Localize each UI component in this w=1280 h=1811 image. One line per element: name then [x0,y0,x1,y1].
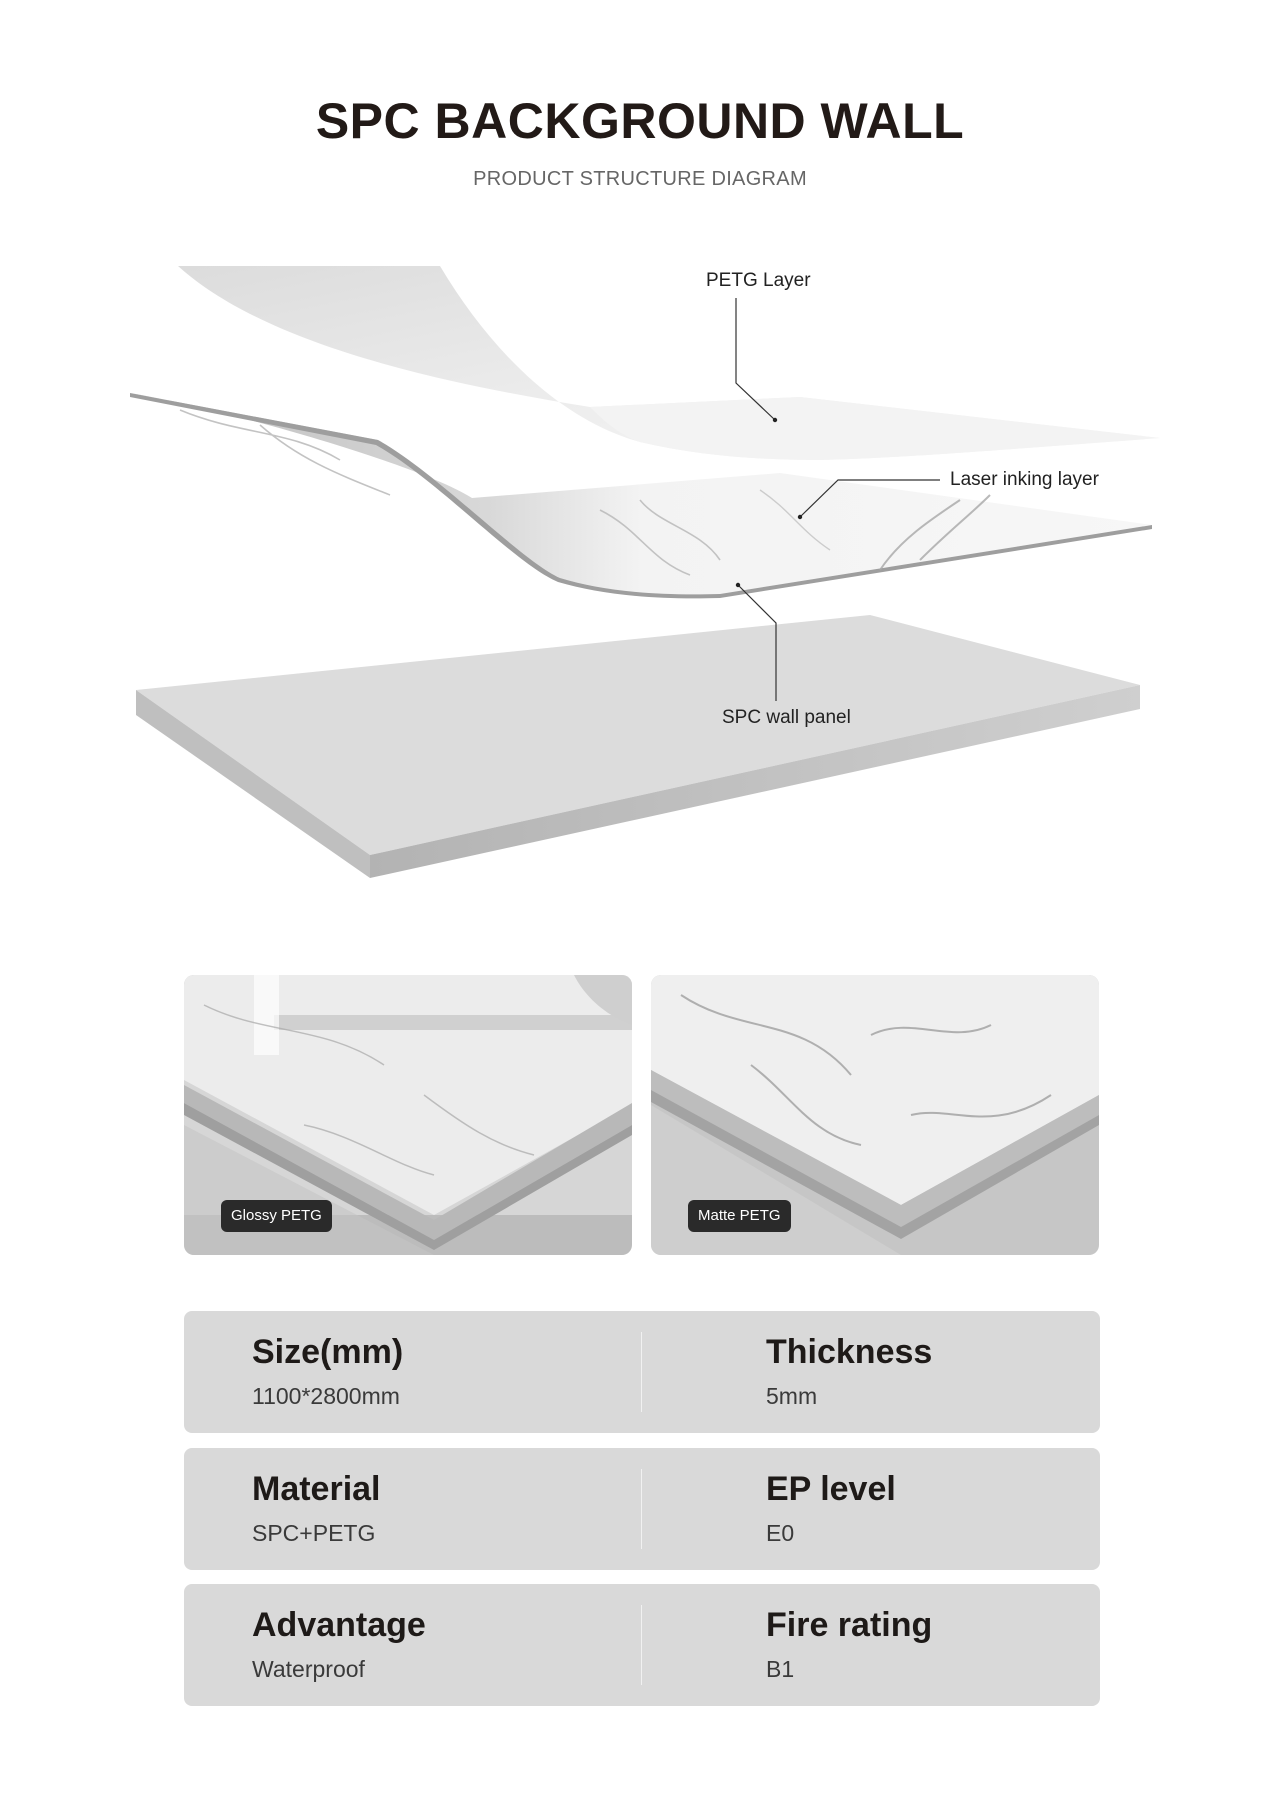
spec-card-material-ep [184,1448,1100,1570]
spc-wall-panel [136,615,1140,878]
callout-petg-layer: PETG Layer [706,270,811,291]
page-title: SPC BACKGROUND WALL [315,93,965,149]
spec-label: Fire rating [766,1606,933,1644]
spec-label: EP level [766,1470,896,1508]
spec-value: 1100*2800mm [252,1383,400,1409]
spec-advantage [252,1604,426,1684]
spec-thickness [766,1331,932,1411]
spec-value: SPC+PETG [252,1520,376,1546]
spec-value: B1 [766,1656,795,1682]
spec-divider [641,1469,642,1549]
spec-label: Size(mm) [252,1333,404,1371]
spec-card-size-thickness [184,1311,1100,1433]
spec-value: 5mm [766,1383,818,1409]
spec-label: Material [252,1470,381,1508]
glossy-petg-label: Glossy PETG [221,1200,332,1232]
spec-card-advantage-fire [184,1584,1100,1706]
spec-value: Waterproof [252,1656,365,1682]
glossy-petg-swatch [184,975,632,1255]
callout-spc-wall-panel: SPC wall panel [722,707,851,728]
spec-label: Advantage [252,1606,426,1644]
spec-ep-level [766,1468,896,1548]
spec-label: Thickness [766,1333,933,1371]
spec-material [252,1468,381,1548]
matte-petg-swatch [651,975,1099,1255]
matte-petg-label: Matte PETG [688,1200,791,1232]
spec-fire-rating [766,1604,932,1684]
structure-diagram [0,260,1280,920]
spec-divider [641,1605,642,1685]
spec-size [252,1331,403,1411]
spec-value: E0 [766,1520,795,1546]
layer-illustration [0,260,1280,920]
page-subtitle: PRODUCT STRUCTURE DIAGRAM [473,168,807,190]
spec-divider [641,1332,642,1412]
callout-laser-inking-layer: Laser inking layer [950,469,1099,490]
